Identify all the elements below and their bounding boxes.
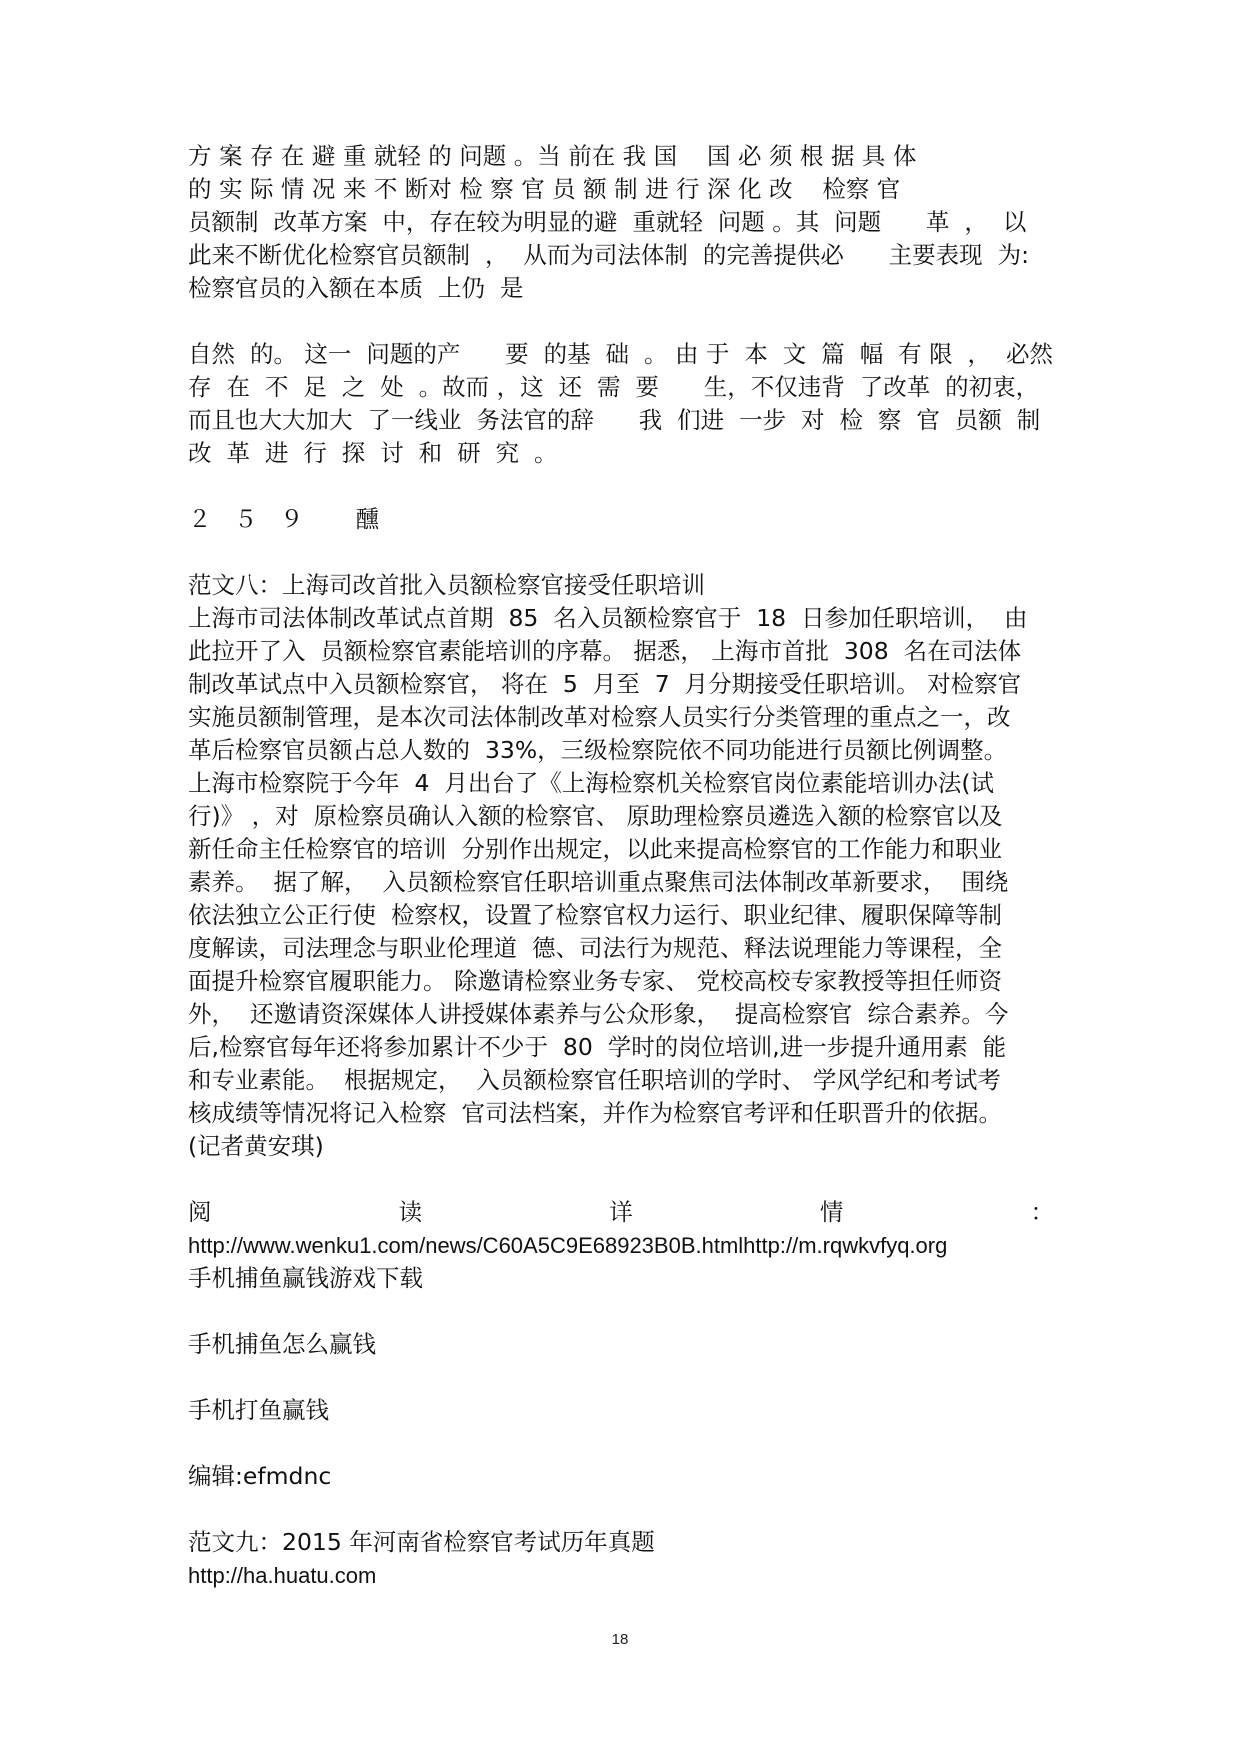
- text-line: 存 在 不 足 之 处 。故而 ，这 还 需 要 生，不仅违背 了改革 的初衷，: [188, 373, 1040, 401]
- spacer: [188, 536, 1054, 569]
- text-line: 新任命主任检察官的培训 分别作出规定，以此来提高检察官的工作能力和职业: [188, 835, 1002, 863]
- text-line: 行)》 ，对 原检察员确认入额的检察官、 原助理检察员遴选入额的检察官以及: [188, 802, 1003, 830]
- paragraph-2: [188, 338, 1054, 470]
- text-line: 和专业素能。 根据规定， 入员额检察官任职培训的学时、 学风学纪和考试考: [188, 1066, 1001, 1094]
- paragraph-1: [188, 140, 1054, 305]
- text-line: 实施员额制管理，是本次司法体制改革对检察人员实行分类管理的重点之一，改: [188, 703, 1011, 731]
- text-line: 革后检察官员额占总人数的 33%，三级检察院依不同功能进行员额比例调整。: [188, 736, 1008, 764]
- spacer: [188, 1361, 1054, 1394]
- read-more-char: 情: [819, 1198, 844, 1226]
- section-title: 范文九：2015 年河南省检察官考试历年真题: [188, 1528, 655, 1556]
- text-line: 上海市司法体制改革试点首期 85 名入员额检察官于 18 日参加任职培训， 由: [188, 604, 1028, 632]
- text-line: 依法独立公正行使 检察权，设置了检察官权力运行、职业纪律、履职保障等制: [188, 901, 1002, 929]
- document-page: [188, 140, 1054, 1592]
- text-line: (记者黄安琪): [188, 1132, 324, 1160]
- text-line: 此拉开了入 员额检察官素能培训的序幕。 据悉， 上海市首批 308 名在司法体: [188, 637, 1022, 665]
- read-more: [188, 1196, 1054, 1295]
- text-line: 检察官员的入额在本质 上仍 是: [188, 274, 524, 302]
- text-line: 制改革试点中入员额检察官， 将在 5 月至 7 月分期接受任职培训。 对检察官: [188, 670, 1022, 698]
- read-more-char: ：: [1030, 1198, 1054, 1226]
- spacer: [188, 470, 1054, 503]
- page-number: 18: [611, 1631, 629, 1648]
- editor-line: 编辑:efmdnc: [188, 1462, 332, 1490]
- section-8: [188, 569, 1054, 1163]
- spacer: [188, 305, 1054, 338]
- text-line: 此来不断优化检察官员额制 ， 从而为司法体制 的完善提供必 主要表现 为:: [188, 241, 1029, 269]
- spacer: [188, 1163, 1054, 1196]
- text-line: 方 案 存 在 避 重 就轻 的 问题 。当 前在 我 国 国 必 须 根 据 具 体: [188, 142, 917, 170]
- read-more-label: [188, 1196, 1054, 1229]
- spacer: [188, 1493, 1054, 1526]
- ad-line: 手机捕鱼怎么赢钱: [188, 1330, 376, 1358]
- text-line: 改 革 进 行 探 讨 和 研 究 。: [188, 439, 558, 467]
- text-line: 自然 的。 这一 问题的产 要 的基 础 。 由 于 本 文 篇 幅 有 限 ， 必然: [188, 340, 1053, 368]
- section-title: 范文八：上海司改首批入员额检察官接受任职培训: [188, 571, 705, 599]
- text-line: 面提升检察官履职能力。 除邀请检察业务专家、 党校高校专家教授等担任师资: [188, 967, 1002, 995]
- section-9: [188, 1526, 1054, 1592]
- text-line: 度解读，司法理念与职业伦理道 德、司法行为规范、释法说理能力等课程，全: [188, 934, 1002, 962]
- text-line: 外， 还邀请资深媒体人讲授媒体素养与公众形象， 提高检察官 综合素养。今: [188, 1000, 1009, 1028]
- read-more-char: 阅: [188, 1198, 212, 1226]
- read-more-char: 读: [398, 1198, 423, 1226]
- ad-line: 手机捕鱼赢钱游戏下载: [188, 1264, 423, 1292]
- odd-characters-line: ２ ５ ９ 醺: [188, 505, 380, 533]
- text-line: 核成绩等情况将记入检察 官司法档案，并作为检察官考评和任职晋升的依据。: [188, 1099, 1002, 1127]
- read-more-char: 详: [609, 1198, 633, 1226]
- text-line: 上海市检察院于今年 4 月出台了《上海检察机关检察官岗位素能培训办法(试: [188, 769, 994, 797]
- section-url[interactable]: http://ha.huatu.com: [188, 1563, 377, 1588]
- text-line: 后,检察官每年还将参加累计不少于 80 学时的岗位培训,进一步提升通用素 能: [188, 1033, 1007, 1061]
- spacer: [188, 1427, 1054, 1460]
- read-more-url[interactable]: http://www.wenku1.com/news/C60A5C9E68923B0B.htmlhttp://m.rqwkvfyq.org: [188, 1233, 948, 1258]
- ad-line: 手机打鱼赢钱: [188, 1396, 329, 1424]
- text-line: 的 实 际 情 况 来 不 断对 检 察 官 员 额 制 进 行 深 化 改 检察 官: [188, 175, 901, 203]
- text-line: 素养。 据了解， 入员额检察官任职培训重点聚焦司法体制改革新要求， 围绕: [188, 868, 1009, 896]
- spacer: [188, 1295, 1054, 1328]
- text-line: 而且也大大加大 了一线业 务法官的辞 我 们进 一步 对 检 察 官 员额 制: [188, 406, 1041, 434]
- text-line: 员额制 改革方案 中，存在较为明显的避 重就轻 问题 。其 问题 革 ， 以: [188, 208, 1027, 236]
